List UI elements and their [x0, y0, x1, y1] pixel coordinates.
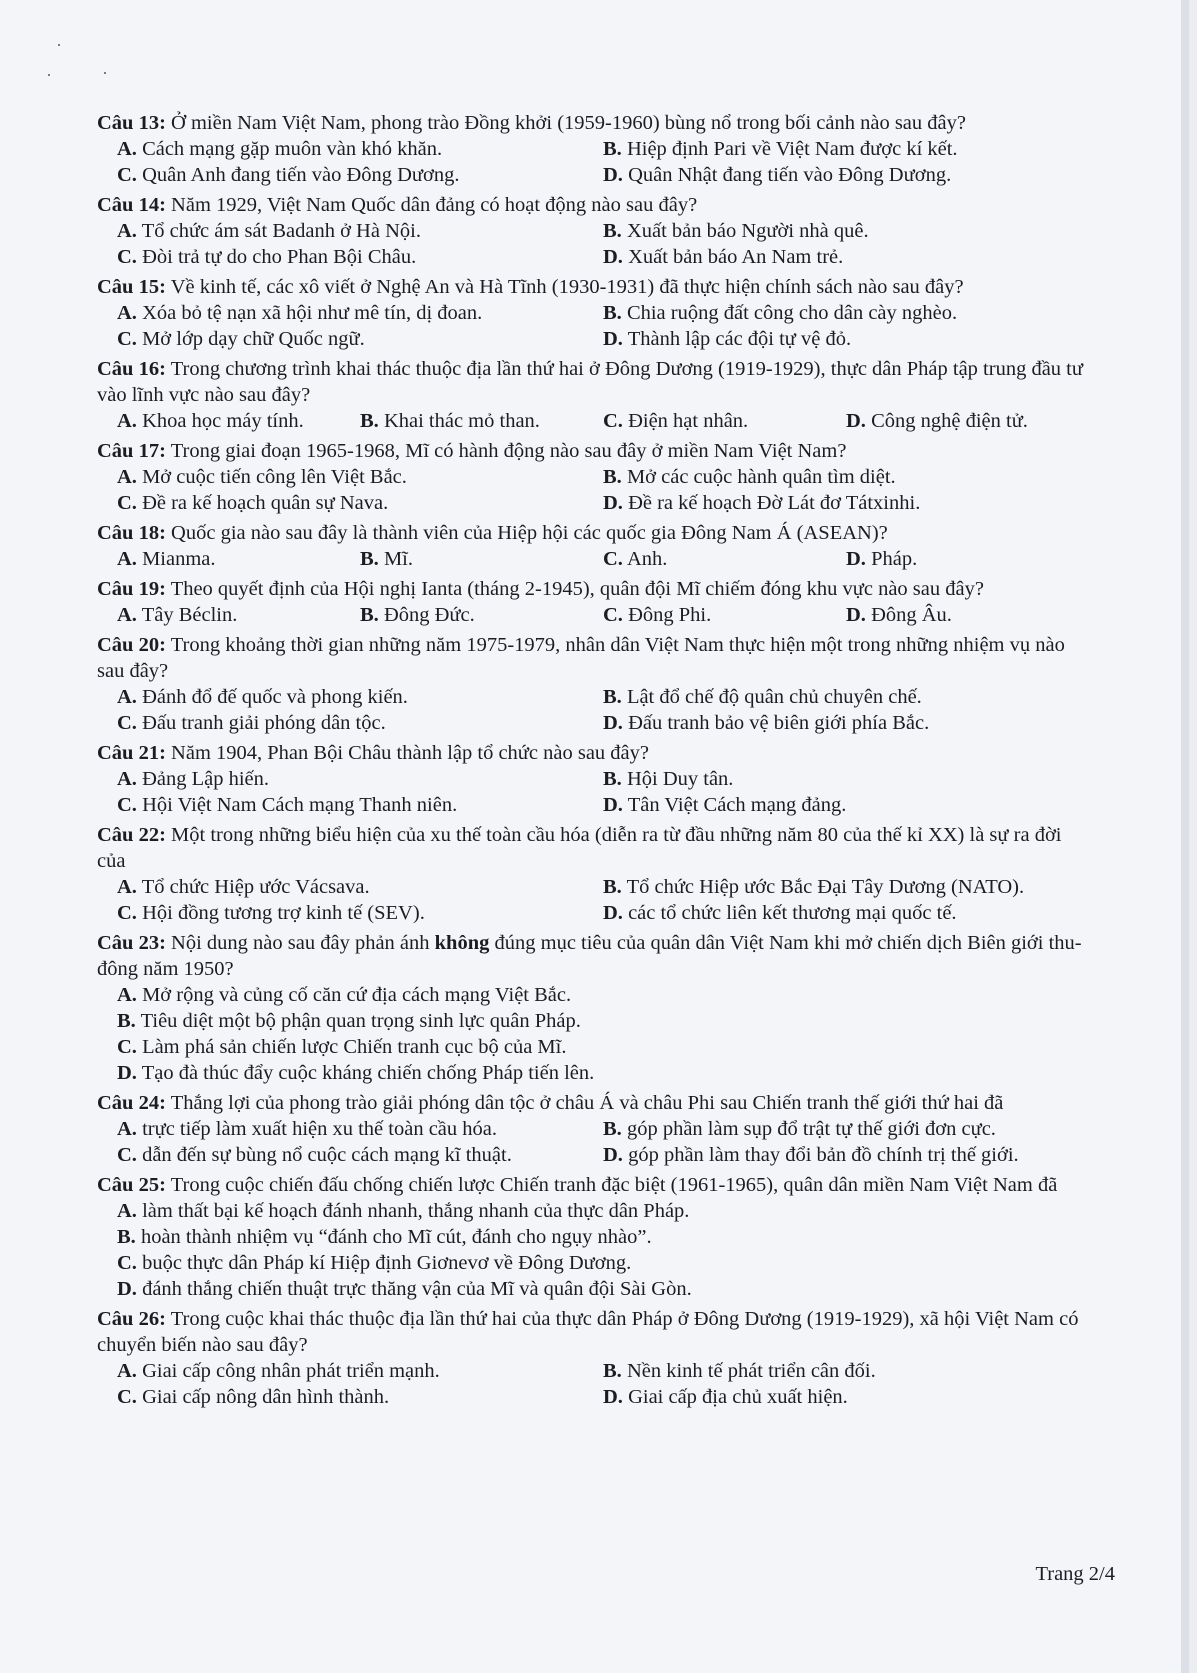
answer-option [117, 1198, 1089, 1224]
question-text: Thắng lợi của phong trào giải phóng dân tộc ở châu Á và châu Phi sau Chiến tranh thế giới thứ hai đã [170, 1092, 1004, 1114]
answer-option [117, 874, 603, 900]
option-letter: A. [117, 686, 137, 708]
option-text: Mở các cuộc hành quân tìm diệt. [626, 466, 896, 488]
question-stem [97, 632, 1089, 684]
question [97, 110, 1089, 188]
scan-speck [104, 72, 106, 74]
option-text: Đảng Lập hiến. [142, 768, 270, 790]
answer-options [97, 1116, 1089, 1168]
option-letter: B. [360, 548, 379, 570]
question [97, 438, 1089, 516]
option-text: Giai cấp địa chủ xuất hiện. [628, 1386, 848, 1408]
option-letter: D. [603, 1386, 623, 1408]
answer-options [97, 408, 1089, 434]
answer-options [97, 874, 1089, 926]
option-letter: A. [117, 1200, 137, 1222]
answer-option [117, 546, 360, 572]
option-letter: C. [603, 548, 623, 570]
question-number: Câu 26: [97, 1308, 166, 1330]
answer-options [97, 602, 1089, 628]
question [97, 1172, 1089, 1302]
option-letter: C. [603, 604, 623, 626]
answer-option [117, 490, 603, 516]
question [97, 576, 1089, 628]
question-stem [97, 274, 1089, 300]
option-letter: A. [117, 302, 137, 324]
option-text: Điện hạt nhân. [628, 410, 749, 432]
option-text: Đề ra kế hoạch quân sự Nava. [142, 492, 389, 514]
question-stem [97, 930, 1089, 982]
option-text: Chia ruộng đất công cho dân cày nghèo. [626, 302, 958, 324]
question-stem [97, 740, 1089, 766]
answer-option [603, 1384, 1089, 1410]
options-row [117, 792, 1089, 818]
options-row [117, 1142, 1089, 1168]
option-letter: D. [846, 548, 866, 570]
question [97, 1090, 1089, 1168]
options-row [117, 490, 1089, 516]
question-number: Câu 24: [97, 1092, 166, 1114]
option-text: hoàn thành nhiệm vụ “đánh cho Mĩ cút, đánh cho ngụy nhào”. [140, 1226, 652, 1248]
question [97, 274, 1089, 352]
option-letter: C. [117, 794, 137, 816]
option-letter: D. [603, 712, 623, 734]
option-text: Đông Đức. [383, 604, 475, 626]
option-text: Khai thác mỏ than. [383, 410, 540, 432]
option-letter: B. [603, 1360, 622, 1382]
answer-option [603, 684, 1089, 710]
options-row [117, 602, 1089, 628]
question-emphasis: không [434, 932, 490, 954]
option-letter: B. [603, 768, 622, 790]
options-row [117, 710, 1089, 736]
answer-option [846, 602, 1089, 628]
option-text: Đấu tranh bảo vệ biên giới phía Bắc. [628, 712, 930, 734]
options-row [117, 408, 1089, 434]
question [97, 740, 1089, 818]
question-text: Quốc gia nào sau đây là thành viên của Hiệp hội các quốc gia Đông Nam Á (ASEAN)? [171, 522, 888, 544]
option-letter: A. [117, 548, 137, 570]
option-text: Thành lập các đội tự vệ đỏ. [627, 328, 852, 350]
answer-option [603, 136, 1089, 162]
option-text: trực tiếp làm xuất hiện xu thế toàn cầu hóa. [142, 1118, 497, 1140]
options-row [117, 162, 1089, 188]
question-text: Ở miền Nam Việt Nam, phong trào Đồng khởi (1959-1960) bùng nổ trong bối cảnh nào sau đây? [171, 112, 966, 134]
question [97, 1306, 1089, 1410]
option-letter: D. [603, 328, 623, 350]
option-text: buộc thực dân Pháp kí Hiệp định Giơnevơ về Đông Dương. [142, 1252, 632, 1274]
option-text: Giai cấp nông dân hình thành. [142, 1386, 390, 1408]
option-text: Lật đổ chế độ quân chủ chuyên chế. [626, 686, 922, 708]
scan-speck [48, 74, 50, 76]
answer-option [117, 710, 603, 736]
option-letter: D. [846, 604, 866, 626]
answer-options [97, 1358, 1089, 1410]
option-text: Đông Âu. [871, 604, 952, 626]
answer-option [117, 244, 603, 270]
page-number: Trang 2/4 [1035, 1563, 1115, 1585]
answer-option [360, 408, 603, 434]
option-letter: B. [603, 876, 622, 898]
answer-option [117, 1060, 1089, 1086]
answer-options [97, 218, 1089, 270]
question-text: Trong cuộc khai thác thuộc địa lần thứ hai của thực dân Pháp ở Đông Dương (1919-1929), xã hội Việt Nam có chuyển biến nào sau đây? [97, 1308, 1079, 1356]
answer-option [117, 1142, 603, 1168]
option-text: các tổ chức liên kết thương mại quốc tế. [628, 902, 957, 924]
answer-option [603, 602, 846, 628]
answer-option [117, 602, 360, 628]
option-text: Mở lớp dạy chữ Quốc ngữ. [142, 328, 365, 350]
answer-options [97, 1198, 1089, 1302]
option-text: Xóa bỏ tệ nạn xã hội như mê tín, dị đoan. [142, 302, 483, 324]
answer-option [603, 490, 1089, 516]
question [97, 520, 1089, 572]
option-text: Mianma. [142, 548, 216, 570]
scan-edge [1181, 0, 1189, 1673]
option-letter: A. [117, 768, 137, 790]
answer-option [117, 162, 603, 188]
question-number: Câu 19: [97, 578, 166, 600]
answer-option [603, 900, 1089, 926]
answer-option [603, 408, 846, 434]
answer-option [117, 1008, 1089, 1034]
options-row [117, 244, 1089, 270]
answer-option [117, 136, 603, 162]
option-text: Tạo đà thúc đẩy cuộc kháng chiến chống Pháp tiến lên. [141, 1062, 595, 1084]
option-letter: D. [603, 246, 623, 268]
options-row [117, 874, 1089, 900]
options-row [117, 546, 1089, 572]
option-text: Tổ chức ám sát Badanh ở Hà Nội. [141, 220, 421, 242]
option-letter: D. [603, 794, 623, 816]
question-text: Năm 1904, Phan Bội Châu thành lập tổ chức nào sau đây? [171, 742, 650, 764]
option-text: Hội đồng tương trợ kinh tế (SEV). [142, 902, 425, 924]
answer-option [117, 300, 603, 326]
option-letter: A. [117, 220, 137, 242]
options-row [117, 464, 1089, 490]
question-stem [97, 520, 1089, 546]
answer-option [846, 408, 1089, 434]
option-text: Đánh đổ đế quốc và phong kiến. [142, 686, 408, 708]
question-text: Nội dung nào sau đây phản ánh [171, 932, 435, 954]
option-text: góp phần làm thay đổi bản đồ chính trị thế giới. [628, 1144, 1019, 1166]
option-text: Nền kinh tế phát triển cân đối. [626, 1360, 876, 1382]
option-text: Tổ chức Hiệp ước Bắc Đại Tây Dương (NATO). [626, 876, 1025, 898]
option-letter: D. [603, 1144, 623, 1166]
question-list [97, 110, 1089, 1410]
question-text: Theo quyết định của Hội nghị Ianta (tháng 2-1945), quân đội Mĩ chiếm đóng khu vực nào sau đây? [170, 578, 984, 600]
answer-option [117, 1116, 603, 1142]
option-letter: B. [360, 410, 379, 432]
option-text: dẫn đến sự bùng nổ cuộc cách mạng kĩ thuật. [142, 1144, 512, 1166]
answer-options [97, 464, 1089, 516]
question-stem [97, 1306, 1089, 1358]
question [97, 930, 1089, 1086]
option-letter: B. [360, 604, 379, 626]
option-letter: C. [117, 246, 137, 268]
option-letter: B. [603, 686, 622, 708]
option-letter: B. [117, 1010, 136, 1032]
answer-option [603, 464, 1089, 490]
option-text: Hiệp định Pari về Việt Nam được kí kết. [626, 138, 958, 160]
option-text: Giai cấp công nhân phát triển mạnh. [142, 1360, 440, 1382]
answer-option [117, 1224, 1089, 1250]
option-letter: D. [846, 410, 866, 432]
option-text: Xuất bản báo Người nhà quê. [626, 220, 869, 242]
option-text: Tiêu diệt một bộ phận quan trọng sinh lực quân Pháp. [140, 1010, 581, 1032]
answer-option [603, 766, 1089, 792]
scan-speck [58, 44, 60, 46]
option-letter: D. [117, 1278, 137, 1300]
answer-option [117, 408, 360, 434]
option-letter: C. [117, 1386, 137, 1408]
option-letter: D. [603, 492, 623, 514]
answer-option [117, 464, 603, 490]
option-text: Quân Anh đang tiến vào Đông Dương. [142, 164, 460, 186]
question-stem [97, 576, 1089, 602]
option-text: Khoa học máy tính. [142, 410, 304, 432]
option-letter: C. [117, 712, 137, 734]
option-text: Công nghệ điện tử. [871, 410, 1028, 432]
question-stem [97, 822, 1089, 874]
answer-option [603, 218, 1089, 244]
question-text: Trong cuộc chiến đấu chống chiến lược Chiến tranh đặc biệt (1961-1965), quân dân miền Nam Việt Nam đã [170, 1174, 1058, 1196]
option-text: góp phần làm sụp đổ trật tự thế giới đơn cực. [626, 1118, 996, 1140]
option-letter: C. [117, 1252, 137, 1274]
question-number: Câu 17: [97, 440, 166, 462]
option-letter: A. [117, 876, 137, 898]
option-letter: B. [603, 466, 622, 488]
option-letter: A. [117, 410, 137, 432]
answer-options [97, 684, 1089, 736]
question-text: Trong khoảng thời gian những năm 1975-1979, nhân dân Việt Nam thực hiện một trong những nhiệm vụ nào sau đây? [97, 634, 1065, 682]
option-letter: B. [117, 1226, 136, 1248]
option-letter: A. [117, 604, 137, 626]
answer-option [117, 1034, 1089, 1060]
options-row [117, 326, 1089, 352]
question [97, 192, 1089, 270]
question-number: Câu 23: [97, 932, 166, 954]
question-text: Trong giai đoạn 1965-1968, Mĩ có hành động nào sau đây ở miền Nam Việt Nam? [170, 440, 847, 462]
options-row [117, 766, 1089, 792]
question-text: Một trong những biểu hiện của xu thế toàn cầu hóa (diễn ra từ đầu những năm 80 của thế kỉ XX) là sự ra đời của [97, 824, 1062, 872]
question-text: Về kinh tế, các xô viết ở Nghệ An và Hà Tĩnh (1930-1931) đã thực hiện chính sách nào sau đây? [170, 276, 964, 298]
options-row [117, 1384, 1089, 1410]
option-letter: C. [117, 328, 137, 350]
option-text: Quân Nhật đang tiến vào Đông Dương. [628, 164, 952, 186]
question-number: Câu 16: [97, 358, 166, 380]
option-text: làm thất bại kế hoạch đánh nhanh, thắng nhanh của thực dân Pháp. [142, 1200, 690, 1222]
option-letter: B. [603, 220, 622, 242]
question-number: Câu 13: [97, 112, 166, 134]
answer-option [603, 326, 1089, 352]
answer-option [603, 1358, 1089, 1384]
question-number: Câu 15: [97, 276, 166, 298]
answer-option [603, 1142, 1089, 1168]
option-text: Tây Béclin. [141, 604, 238, 626]
answer-option [117, 326, 603, 352]
answer-options [97, 766, 1089, 818]
option-text: Cách mạng gặp muôn vàn khó khăn. [142, 138, 443, 160]
option-text: Tân Việt Cách mạng đảng. [627, 794, 847, 816]
question-number: Câu 20: [97, 634, 166, 656]
option-text: Mở cuộc tiến công lên Việt Bắc. [142, 466, 407, 488]
option-letter: D. [117, 1062, 137, 1084]
question-number: Câu 22: [97, 824, 166, 846]
answer-options [97, 546, 1089, 572]
option-letter: B. [603, 302, 622, 324]
option-letter: A. [117, 466, 137, 488]
question [97, 632, 1089, 736]
option-letter: C. [117, 902, 137, 924]
answer-option [117, 684, 603, 710]
answer-option [846, 546, 1089, 572]
option-text: Mĩ. [383, 548, 413, 570]
question-stem [97, 192, 1089, 218]
answer-option [603, 244, 1089, 270]
answer-option [603, 1116, 1089, 1142]
option-letter: A. [117, 138, 137, 160]
answer-options [97, 982, 1089, 1086]
option-letter: C. [117, 1036, 137, 1058]
option-text: Đề ra kế hoạch Đờ Lát đơ Tátxinhi. [628, 492, 921, 514]
option-text: Làm phá sản chiến lược Chiến tranh cục bộ của Mĩ. [142, 1036, 567, 1058]
question-number: Câu 25: [97, 1174, 166, 1196]
question-stem [97, 110, 1089, 136]
question [97, 356, 1089, 434]
option-text: Hội Việt Nam Cách mạng Thanh niên. [142, 794, 458, 816]
option-letter: C. [117, 164, 137, 186]
answer-option [603, 300, 1089, 326]
question-stem [97, 1090, 1089, 1116]
option-text: Đông Phi. [628, 604, 712, 626]
question-number: Câu 18: [97, 522, 166, 544]
option-text: Tổ chức Hiệp ước Vácsava. [141, 876, 370, 898]
question-number: Câu 21: [97, 742, 166, 764]
options-row [117, 1358, 1089, 1384]
option-text: Hội Duy tân. [626, 768, 734, 790]
answer-option [117, 1250, 1089, 1276]
answer-option [603, 710, 1089, 736]
answer-option [117, 1384, 603, 1410]
option-letter: A. [117, 1118, 137, 1140]
options-row [117, 218, 1089, 244]
option-text: Đấu tranh giải phóng dân tộc. [142, 712, 386, 734]
answer-option [117, 218, 603, 244]
option-text: đánh thắng chiến thuật trực thăng vận của Mĩ và quân đội Sài Gòn. [142, 1278, 692, 1300]
option-text: Đòi trả tự do cho Phan Bội Châu. [142, 246, 417, 268]
option-letter: D. [603, 902, 623, 924]
answer-option [117, 982, 1089, 1008]
question [97, 822, 1089, 926]
answer-option [603, 546, 846, 572]
question-text: Trong chương trình khai thác thuộc địa lần thứ hai ở Đông Dương (1919-1929), thực dân Pháp tập trung đầu tư vào lĩnh vực nào sau đây? [97, 358, 1083, 406]
answer-option [117, 1358, 603, 1384]
option-letter: A. [117, 1360, 137, 1382]
question-number: Câu 14: [97, 194, 166, 216]
option-text: Pháp. [871, 548, 918, 570]
question-text: đúng mục tiêu của quân dân Việt Nam khi mở chiến dịch Biên giới thu-đông năm 1950? [97, 932, 1082, 980]
options-row [117, 300, 1089, 326]
options-row [117, 1116, 1089, 1142]
answer-option [117, 766, 603, 792]
question-text: Năm 1929, Việt Nam Quốc dân đảng có hoạt động nào sau đây? [171, 194, 698, 216]
option-text: Xuất bản báo An Nam trẻ. [628, 246, 844, 268]
options-row [117, 900, 1089, 926]
answer-option [360, 602, 603, 628]
answer-option [603, 874, 1089, 900]
question-stem [97, 438, 1089, 464]
option-letter: C. [603, 410, 623, 432]
option-letter: B. [603, 1118, 622, 1140]
answer-option [603, 162, 1089, 188]
answer-option [360, 546, 603, 572]
answer-option [117, 1276, 1089, 1302]
answer-option [603, 792, 1089, 818]
option-letter: D. [603, 164, 623, 186]
question-stem [97, 1172, 1089, 1198]
answer-options [97, 300, 1089, 352]
options-row [117, 136, 1089, 162]
option-letter: C. [117, 1144, 137, 1166]
option-letter: B. [603, 138, 622, 160]
question-stem [97, 356, 1089, 408]
option-letter: A. [117, 984, 137, 1006]
option-text: Anh. [626, 548, 668, 570]
answer-option [117, 792, 603, 818]
options-row [117, 684, 1089, 710]
option-text: Mở rộng và củng cố căn cứ địa cách mạng Việt Bắc. [142, 984, 572, 1006]
option-letter: C. [117, 492, 137, 514]
answer-option [117, 900, 603, 926]
answer-options [97, 136, 1089, 188]
